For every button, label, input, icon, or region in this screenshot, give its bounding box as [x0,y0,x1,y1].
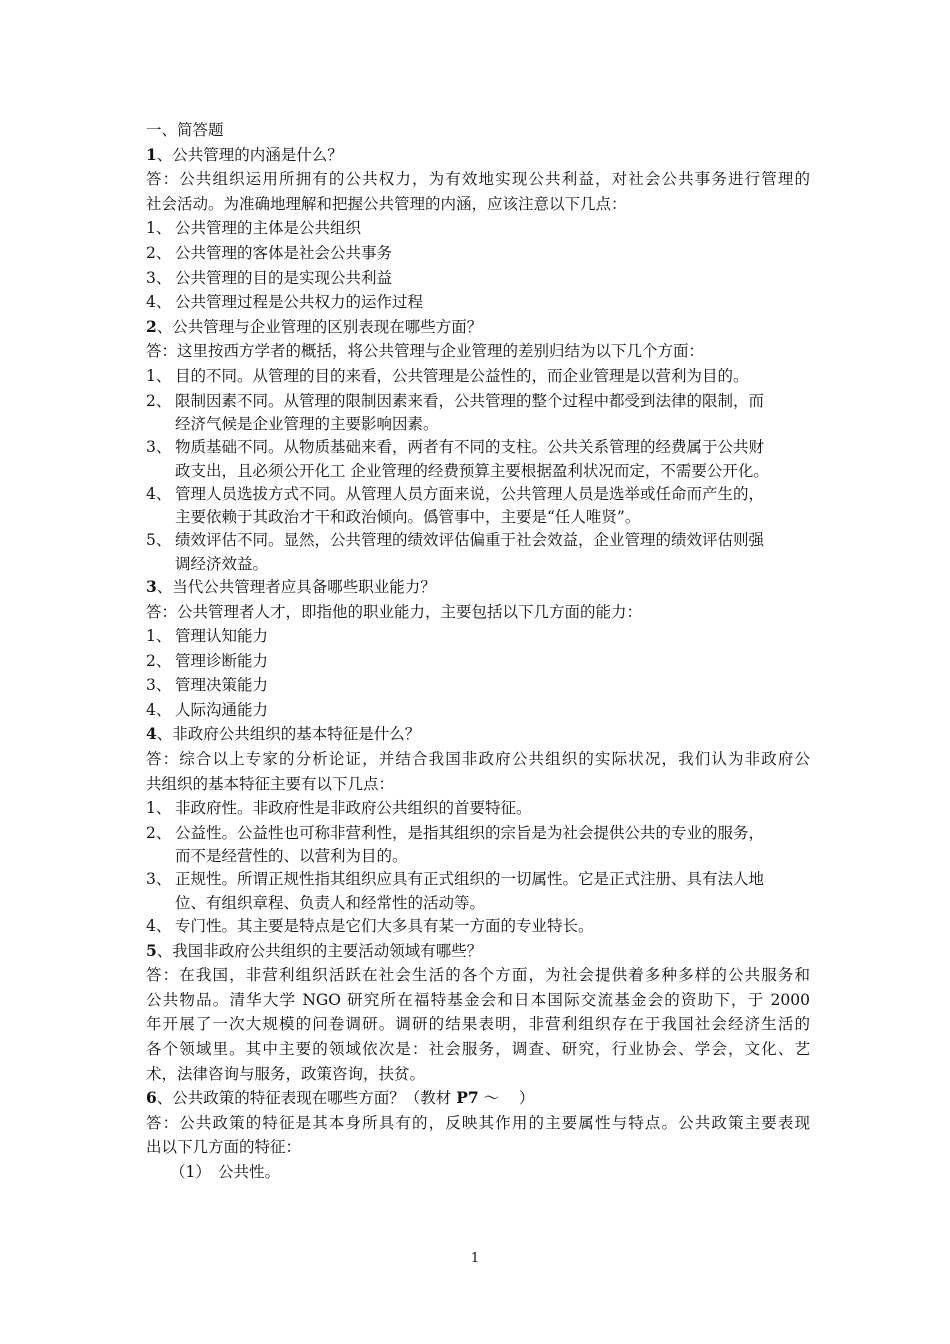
question-text: 、公共政策的特征表现在哪些方面？（教材 [156,1089,457,1108]
question-6 [146,1086,810,1111]
answer-line: 社会活动。为准确地理解和把握公共管理的内涵，应该注意以下几点： [146,194,627,213]
list-item: 3、 物质基础不同。从物质基础来看，两者有不同的支柱。公共关系管理的经费属于公共财 [146,438,765,457]
list-item: 2、 公益性。公益性也可称非营利性，是指其组织的宗旨是为社会提供公共的专业的服务， [146,823,765,842]
question-text: 、非政府公共组织的基本特征是什么？ [156,725,421,744]
answer-line: 答：在我国，非营利组织活跃在社会生活的各个方面，为社会提供着多种多样的公共服务和 [146,966,810,985]
answer-line: 答：这里按西方学者的概括，将公共管理与企业管理的差别归结为以下几个方面： [146,342,705,361]
answer-line: 公共物品。清华大学 NGO 研究所在福特基金会和日本国际交流基金会的资助下，于 2000 [146,990,810,1009]
question-number: 1 [146,144,157,164]
answer-line: 共组织的基本特征主要有以下几点： [146,774,395,793]
answer-line: 答：公共组织运用所拥有的公共权力，为有效地实现公共利益，对社会公共事务进行管理的 [146,170,810,189]
question-text: 、我国非政府公共组织的主要活动领域有哪些？ [156,941,483,960]
question-number: 3 [146,576,157,596]
question-5 [146,939,810,964]
answer-line: 答：综合以上专家的分析论证，并结合我国非政府公共组织的实际状况，我们认为非政府公 [146,750,810,769]
list-item: 2、 公共管理的客体是社会公共事务 [146,243,393,262]
question-text: 、当代公共管理者应具备哪些职业能力？ [156,577,436,596]
list-item: 1、 管理认知能力 [146,627,269,646]
list-item: 4、 管理人员选拔方式不同。从管理人员方面来说，公共管理人员是选举或任命而产生的， [146,484,765,503]
answer-line: 答：公共管理者人才，即指他的职业能力，主要包括以下几方面的能力： [146,602,643,621]
question-number: 2 [146,316,157,336]
question-text: 、公共管理与企业管理的区别表现在哪些方面？ [156,317,483,336]
question-2 [146,315,810,340]
list-item-continuation: 调经济效益。 [175,554,269,573]
list-item: 4、 专门性。其主要是特点是它们大多具有某一方面的专业特长。 [146,917,594,936]
list-item: 2、 管理诊断能力 [146,651,269,670]
list-item: 3、 管理决策能力 [146,676,269,695]
answer-line: 术，法律咨询与服务，政策咨询，扶贫。 [146,1064,426,1083]
question-number: 6 [146,1088,157,1108]
list-item: 4、 公共管理过程是公共权力的运作过程 [146,293,424,312]
list-item-continuation: 而不是经营性的、以营利为目的。 [175,847,408,866]
question-number: 4 [146,724,157,744]
question-1 [146,143,810,168]
list-item: 3、 正规性。所谓正规性指其组织应具有正式组织的一切属性。它是正式注册、具有法人地 [146,870,765,889]
answer-line: 各个领域里。其中主要的领域依次是：社会服务，调查、研究，行业协会、学会，文化、艺 [146,1040,810,1058]
list-item: 1、 公共管理的主体是公共组织 [146,219,362,238]
section-title: 一、简答题 [146,121,224,139]
answer-line: 出以下几方面的特征： [146,1138,302,1157]
list-item: 5、 绩效评估不同。显然，公共管理的绩效评估偏重于社会效益，企业管理的绩效评估则强 [146,531,765,550]
list-item: 3、 公共管理的目的是实现公共利益 [146,268,393,287]
list-item: 2、 限制因素不同。从管理的限制因素来看，公共管理的整个过程中都受到法律的限制，而 [146,391,765,410]
list-item: 1、 非政府性。非政府性是非政府公共组织的首要特征。 [146,799,532,818]
list-item-continuation: 主要依赖于其政治才干和政治倾向。僞管事中，主要是“任人唯贤”。 [175,508,641,527]
list-item: 4、 人际沟通能力 [146,700,269,719]
page-number: 1 [470,1251,480,1266]
question-4 [146,722,810,747]
list-item-continuation: 政支出，且必须公开化工 企业管理的经费预算主要根据盈利状况而定，不需要公开化。 [175,461,769,480]
list-item-continuation: 经济气候是企业管理的主要影响因素。 [175,415,439,434]
answer-line: 年开展了一次大规模的问卷调研。调研的结果表明，非营利组织存在于我国社会经济生活的 [146,1015,810,1034]
question-3 [146,575,810,600]
question-number: 5 [146,940,157,960]
textbook-reference: P7 [456,1088,479,1108]
question-text: 、公共管理的内涵是什么？ [156,145,343,164]
question-text-tail: ～ ） [478,1089,535,1108]
document-body [146,118,810,1185]
list-item-continuation: 位、有组织章程、负责人和经常性的活动等。 [175,894,486,913]
list-item: 1、 目的不同。从管理的目的来看，公共管理是公益性的，而企业管理是以营利为目的。 [146,366,749,385]
answer-line: 答：公共政策的特征是其本身所具有的，反映其作用的主要属性与特点。公共政策主要表现 [146,1113,810,1132]
sub-item: （1） 公共性。 [170,1162,281,1181]
